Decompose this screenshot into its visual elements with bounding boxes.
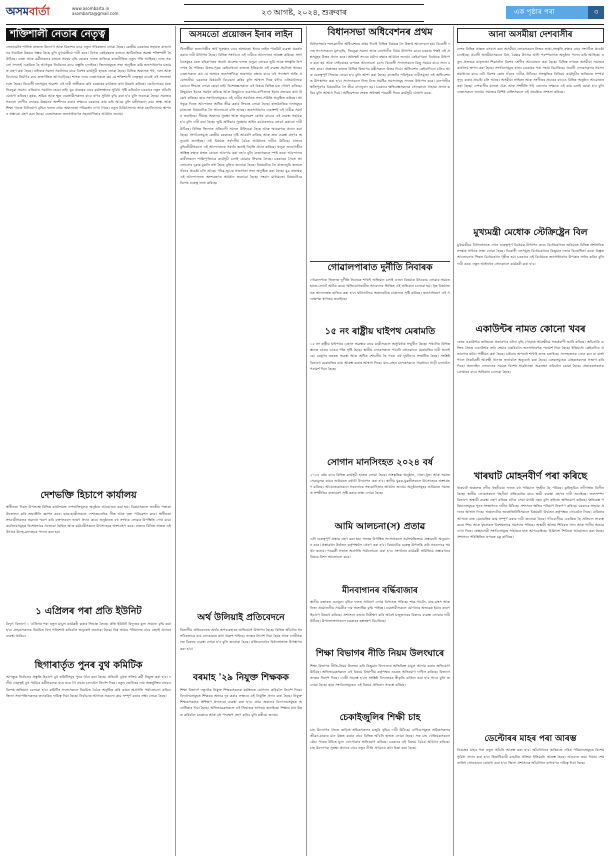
article-headline: বৰমাহ '২৯ নিযুক্ত শিক্ষকক xyxy=(193,673,289,684)
article-headline: অৰ্থ উলিয়াই প্ৰতিবেদনে xyxy=(197,613,285,624)
column-1 xyxy=(6,26,171,828)
article-body: এটা গুৰুত্বপূৰ্ণ প্ৰস্তাৱ গ্ৰহণ কৰা হয়। সভাত উপস্থিত সদস্যসকলে সৰ্বসন্মতিক্ৰমে প্ৰস্তাৱটো অনুমোদন কৰে। প্ৰস্তাৱখন উৰ্দ্ধতন কৰ্তৃপক্ষলৈ প্ৰেৰণ কৰা হ'ব। বিষয়টোৰ গুৰুত্ব উপলব্ধি কৰি সকলোৱে সমৰ্থন জনায়। পৰৱৰ্তী সভাত অগ্ৰগতি পৰ্যালোচনা কৰা হ'ব। সংগঠনৰ কাৰ্যকৰী সমিতিয়ে প্ৰস্তাৱখনৰ বিষয়ে বিশদ আলোচনা কৰে। xyxy=(310,537,450,560)
article-body: শিক্ষা বিভাগে নতুনকৈ নিযুক্ত শিক্ষকসকলক কৰ্মস্থলত যোগদান কৰিবলৈ নিৰ্দেশ দিছে। বিদ্যালয়সমূহত শিক্ষকৰ অভাৱ দূৰ কৰাৰ লক্ষ্যৰে এই নিযুক্তি প্ৰদান কৰা হৈছে। নিযুক্ত শিক্ষকসকলক প্ৰশিক্ষণ প্ৰদানৰো ব্যৱস্থা কৰা হ'ব। গ্ৰাম্য অঞ্চলৰ বিদ্যালয়সমূহক অগ্ৰাধিকাৰ দিয়া হৈছে। অভিভাৱকসকলে এই সিদ্ধান্তক স্বাগতম জনাইছে। শিক্ষাৰ মান উন্নত কৰিবলৈ চৰকাৰে আৰু বহু পদক্ষেপ গ্ৰহণ কৰিব বুলি মন্ত্ৰীয়ে জনায়। xyxy=(180,688,302,717)
article-headline: মুখ্যমন্ত্ৰী মেধোক স্টেক্ৰিষ্ট্ৰেন বিল xyxy=(473,228,588,239)
article-headline: ১ এপ্ৰিলৰ পৰা প্ৰতি ইউনিট xyxy=(35,606,142,618)
article-headline: বিধানসভা অধিবেশনৰ প্ৰথম xyxy=(327,27,433,38)
article-headline: ১৫ নং ৰাষ্ট্ৰীয় ঘাইপথ মেৰামতি xyxy=(324,327,436,338)
article-body: লেতামেটৰ শাসিত ৰাজ্যত উদ্যোগ আৰু বিকাশৰ বাবে নতুন পৰিকল্পনা লোৱা হৈছে। কেন্দ্ৰীয় চৰকাৰৰ সহায়ত ৰাজ্যখনৰ নিয়মিত উন্নয়ন সম্ভৱ হৈছে বুলি মুখ্যমন্ত্ৰীয়ে দাবী কৰে। বিগত কেইবছৰত ৰাজ্যৰ অৰ্থনৈতিক অৱস্থা শক্তিশালী হৈ উঠিছে। নেতা আৰু কৰ্মীসকলৰ মাজত সমন্বয় বৃদ্ধি হোৱাৰ ফলত ৰাজ্যিক ৰাজনীতিত নতুন গতি আহিছে। দলৰ সকলো সদস্যই একত্ৰিত হৈ আগন্তুক নিৰ্বাচনৰ বাবে প্ৰস্তুতি চলাইছে। জিলাসমূহত সভা অনুষ্ঠিত কৰি জনসাধাৰণৰ মতামত গ্ৰহণ কৰা হৈছে। ৰাইজৰ সমস্যা সমাধানৰ বাবে বিশেষ কাৰ্যসূচী হাতত লোৱা হৈছে। বিভিন্ন অঞ্চলত পথ, দলং আৰু বিদ্যালয় নিৰ্মাণৰ কাম দ্ৰুতগতিত আগবাঢ়িছে। শাসক দলৰ নেতাসকলে কয় যে শক্তিশালী নেতৃত্বৰ বাবেই এই সফলতা লাভ হৈছে। বিৰোধী দলসমূহে অৱশ্যে এই দাবী অস্বীকাৰ কৰি চৰকাৰৰ ব্যৰ্থতাৰ কথা উল্লেখ কৰিছে। তেওঁলোকৰ মতে নিবনুৱা সমস্যা এতিয়াও সমাধান হোৱা নাই। যুৱ প্ৰজন্মৰ বাবে কৰ্মসংস্থানৰ সুবিধা সৃষ্টি কৰিবলৈ চৰকাৰে নতুন আঁচনি ঘোষণা কৰিছে। কৃষক, শ্ৰমিক আৰু ক্ষুদ্ৰ ব্যৱসায়ীসকলৰ বাবে ঋণৰ সুবিধা বৃদ্ধি কৰা হ'ব বুলি জনোৱা হৈছে। সমাজৰ সকলো শ্ৰেণীৰ লোকক উন্নয়নৰ অংশীদাৰ কৰাৰ লক্ষ্যৰে চৰকাৰে কাম কৰি আছে বুলি মন্ত্ৰীসকলে কয়। স্বাস্থ্য আৰু শিক্ষা খণ্ডত বিনিয়োগ বৃদ্ধিৰ ফলত গ্ৰাম্য অঞ্চলতো পৰিৱৰ্তন দেখা গৈছে। নতুন চিকিৎসালয় আৰু মহাবিদ্যালয় স্থাপনৰ প্ৰস্তাৱো গ্ৰহণ কৰা হৈছে। নেতাসকলে জনসাধাৰণক সহযোগিতাৰ আহ্বান জনায়। xyxy=(6,45,171,117)
article-body: ডিচেম্বৰ মাহৰ পৰা নতুন আঁচনি আৰম্ভ কৰা হ'ব। আঁচনিখনৰ জৰিয়তে দৰিদ্ৰ পৰিয়ালসমূহক বিশেষ সুবিধা প্ৰদান কৰা হ'ব। হিতাধিকাৰী বাছনিৰ প্ৰক্ৰিয়া ইতিমধ্যে আৰম্ভ হৈছে। আবেদন জমা দিয়াৰ শেষ তাৰিখ সোনকালে ঘোষণা কৰা হ'ব। জিলা প্ৰশাসনক আঁচনিখন ৰূপায়ণৰ দায়িত্ব দিয়া হৈছে। xyxy=(457,748,604,765)
article-headline: ডেল্টোৰৰ মাহৰ পৰা আৰম্ভ xyxy=(484,734,577,745)
masthead xyxy=(6,4,604,20)
article-body: খিলঞ্জীয়া জনগোষ্ঠীৰ স্বাৰ্থ সুৰক্ষাৰ বাবে অসমতো ইনাৰ লাইন পাৰমিট ব্যৱস্থা প্ৰৱৰ্তন কৰাৰ দাবী উত্থাপন হৈছে। বিভিন্ন সংগঠনে এই দাবীৰে আন্দোলন আৰম্ভ কৰিছে। সংগঠনসমূহৰ মতে বহিৰাগতৰ অবাধ প্ৰবেশৰ ফলত থলুৱা লোকৰ ভূমি আৰু সংস্কৃতি বিপদাপন্ন হৈ পৰিছে। উত্তৰ-পূৱৰ কেইবাখনো ৰাজ্যত ইতিমধ্যে এই ব্যৱস্থা প্ৰচলিত আছে। নেতাসকলে কয় যে অসমৰ জনসাংখ্যিক ভাৰসাম্য ৰক্ষাৰ বাবে এই পদক্ষেপ অতি প্ৰয়োজনীয়। চৰকাৰে বিষয়টো বিবেচনা কৰিব বুলি আশ্বাস দিছে যদিও এতিয়ালৈকে কোনো সিদ্ধান্ত লোৱা হোৱা নাই। বিশেষজ্ঞসকলে এই বিষয়ে বিভিন্ন মত পোষণ কৰিছে। কিছুমানে ইয়াক সমৰ্থন কৰিছে আৰু কিছুমানে ব্যৱসায়-বাণিজ্যত ইয়াৰ প্ৰভাৱৰ কথা উল্লেখ কৰিছে। ছাত্ৰ সংগঠনসমূহেও এই দাবীৰ সমৰ্থনত সভা-সমিতি অনুষ্ঠিত কৰিছে। আগন্তুক দিনত আন্দোলন অধিক তীব্ৰ কৰাৰ সিদ্ধান্ত লোৱা হৈছে। ৰাজনৈতিক দলসমূহৰ মাজতো বিষয়টোক লৈ আলোচনা চলি আছে। জনসাধাৰণৰ একাংশই এই দাবীক সমৰ্থন জনাইছে। সীমান্ত অঞ্চলৰ সুৰক্ষা আৰু অনুপ্ৰৱেশ ৰোধৰ বাবেও এই ব্যৱস্থা সহায়ক হ'ব বুলি দাবী কৰা হৈছে। ভূমি অধিকাৰ সুৰক্ষাৰ আইন কঠোৰভাৱে বলৱৎ কৰাৰো দাবী উঠিছে। বিভিন্ন জিলাত প্ৰতিবাদী সমদল উলিওৱা হৈছে আৰু স্মাৰকপত্ৰ প্ৰদান কৰা হৈছে। সংগঠনসমূহে কেন্দ্ৰীয় চৰকাৰৰ দৃষ্টি আকৰ্ষণ কৰিছে আৰু দ্ৰুত ব্যৱস্থা গ্ৰহণৰ অনুৰোধ জনাইছে। এই বিষয়ত সৰ্বদলীয় বৈঠক আহ্বানৰ দাবীও উঠিছে। ৰাজ্যৰ বুদ্ধিজীৱীসকলে এই আন্দোলনক সমৰ্থন জনাই বিবৃতি প্ৰদান কৰিছে। থলুৱা জনগোষ্ঠীৰ অস্তিত্ব ৰক্ষাৰ প্ৰশ্নত কোনো আপোচ কৰা নহ'ব বুলি নেতাসকলে স্পষ্ট কৰে। আন্দোলনকাৰীসকলে শান্তিপূৰ্ণভাৱে কাৰ্যসূচী চলাই যোৱাৰ সিদ্ধান্ত লৈছে। চৰকাৰৰ সৈতে আলোচনাৰ দুৱাৰ মুকলি ৰখা হৈছে বুলিও জনোৱা হৈছে। বিষয়টোক লৈ ৰাজ্যজুৰি জনমত গঠনৰ প্ৰচেষ্টা চলি আছে। গাঁৱে-ভূঞে সজাগতা সভা অনুষ্ঠিত কৰা হৈছে। যুৱ প্ৰজন্মক এই আন্দোলনত অংশগ্ৰহণৰ আহ্বান জনোৱা হৈছে। সংবাদ মাধ্যমতো বিষয়টোৱে বিশেষ গুৰুত্ব লাভ কৰিছে। xyxy=(180,47,302,186)
article-headline: অসমতো প্ৰয়োজন ইনাৰ লাইন xyxy=(180,28,302,43)
article-headline: চেকাইজুলিৰ শিক্ষী চাহ xyxy=(339,713,421,724)
website-info xyxy=(72,6,118,16)
article-headline: খাৰঘাট মোহনবীৰ্ণ পৰা কৰিছে xyxy=(473,470,588,482)
article-body: স্বাধীনতা দিৱস উপলক্ষে বিভিন্ন কাৰ্যালয়ত দেশভক্তিমূলক অনুষ্ঠান আয়োজন কৰা হয়। বিষয়াসকলে জাতীয় পতাকা উত্তোলন কৰি শ্ৰদ্ধাঞ্জলি জ্ঞাপন কৰে। ছাত্ৰ-ছাত্ৰীসকলে দেশাত্মবোধক গীত আৰু নৃত্য পৰিৱেশন কৰে। স্বাধীনতা সংগ্ৰামীসকলৰ অৱদান স্মৰণ কৰি বক্তাসকলে ভাষণ প্ৰদান কৰে। অনুষ্ঠানত বহু সংখ্যক লোকৰ উপস্থিতি দেখা যায়। কাৰ্যালয়সমূহক বিশেষভাৱে সজোৱা হৈছিল আৰু কৰ্মচাৰীসকলে উৎসাহেৰে অংশগ্ৰহণ কৰে। ৰাজ্যৰ বিভিন্ন প্ৰান্তত এই উৎসৱ উলহ-মালহেৰে পালন কৰা হয়। xyxy=(6,505,171,534)
article-headline: দেশভক্তি হিচাপে কাৰ্যালয় xyxy=(40,490,137,501)
page-tag xyxy=(506,6,604,19)
newspaper-logo xyxy=(6,4,66,20)
column-2 xyxy=(180,26,302,803)
article-headline: আনা অসমীয়া দেশবাসীৰ xyxy=(457,28,604,43)
page-number: ৩ xyxy=(588,6,604,19)
column-4 xyxy=(457,26,604,802)
article-headline: গোৱালপাৰাত দুৰ্নীতি নিবাৰক xyxy=(327,263,433,274)
article-body: গোৱালপাৰা জিলাত দুৰ্নীতি নিবাৰক শাখাই অভিযান চলাই এজন বিষয়াক উৎকোচ লোৱাৰ সময়ত হাতে-লোটে আটক কৰে। অভিযোগকাৰীৰ আবেদনৰ ভিত্তিত এই অভিযান চলোৱা হয়। ধৃত বিষয়াজনক আদালতত হাজিৰ কৰা হ'ব। ঘটনাটোৱে অঞ্চলটোত চাঞ্চল্যৰ সৃষ্টি কৰিছে। জনসাধাৰণে এই পদক্ষেপক স্বাগতম জনাইছে। xyxy=(310,278,450,301)
website-url: www.asombarta.in xyxy=(72,6,110,11)
headline-kicker: শক্তিশালী নেতাৰ নেতৃত্ব xyxy=(6,28,109,41)
issue-date: ২৩ আগষ্ট, ২০২৪, শুক্ৰবাৰ xyxy=(184,4,424,22)
email-address: asombarta@gmail.com xyxy=(72,11,119,16)
article-body: আগন্তুক নিৰ্বাচনৰ প্ৰস্তুতি হিচাপে বুথ কমিটিসমূহ পুনৰ গঠন কৰা হৈছে। প্ৰতিটো বুথত সক্ৰিয় কৰ্মী নিযুক্ত কৰা হ'ব। দলীয় নেতৃত্বই বুথ পৰ্যায়ৰ কৰ্মীসকলক ঘৰে ঘৰে গৈ প্ৰচাৰ চলাবলৈ নিৰ্দেশ দিছে। নতুন ভোটাৰৰ নাম অন্তৰ্ভুক্তিৰ বাবেও বিশেষ অভিযান চলোৱা হ'ব। কমিটিৰ সদস্যসকলে নিয়মিত বৈঠক অনুষ্ঠিত কৰি কামৰ অগ্ৰগতি পৰ্যালোচনা কৰিব। জিলা সভাপতিসকলক তদাৰকিৰ দায়িত্ব দিয়া হৈছে। নিৰ্বাচনৰ আগতে সকলো কাম সম্পূৰ্ণ কৰাৰ লক্ষ্য লোৱা হৈছে। xyxy=(6,675,171,698)
article-headline xyxy=(6,28,171,41)
article-body: বিভাগীয় প্ৰতিবেদনত অৰ্থৰ অপব্যৱহাৰৰ অভিযোগ উত্থাপন হৈছে। বিভিন্ন আঁচনিৰ ধন সঠিকভাৱে ব্যয় নোহোৱাৰ কথা প্ৰকাশ পাইছে। তদন্তৰ নিৰ্দেশ দিয়া হৈছে আৰু দোষীসকলৰ বিৰুদ্ধে ব্যৱস্থা লোৱা হ'ব বুলি জনোৱা হৈছে। প্ৰতিবেদনখন বিধানসভাত উপস্থাপন কৰা হ'ব। xyxy=(180,628,302,651)
article-body: মুখ্যমন্ত্ৰীয়ে বিধানসভাত এখন গুৰুত্বপূৰ্ণ বিধেয়ক উত্থাপন কৰে। বিধেয়কখনৰ জৰিয়তে বিভিন্ন প্ৰশাসনিক সংস্কাৰ সাধনৰ লক্ষ্য লোৱা হৈছে। বিৰোধী দলসমূহে বিধেয়কখনৰ কিছুমান দফাৰ বিৰোধিতা কৰে। বিস্তৃত আলোচনাৰ পিছত বিধেয়কখন গৃহীত হয়। চৰকাৰে এই বিধেয়কে জনসাধাৰণৰ উপকাৰ সাধন কৰিব বুলি দাবী কৰে। নতুন আইনখন সোনকালে কাৰ্যকৰী কৰা হ'ব। xyxy=(457,243,604,266)
article-body: বিদ্যুৎ বিভাগে ১ এপ্ৰিলৰ পৰা নতুন মাচুল কাৰ্যকৰী কৰাৰ সিদ্ধান্ত লৈছে। প্ৰতি ইউনিট বিদ্যুতৰ মূল্য সামান্য বৃদ্ধি কৰা হ'ব। গ্ৰাহকসকলক নিয়মিত বিল পৰিশোধ কৰিবলৈ অনুৰোধ জনোৱা হৈছে। নিম্ন আয়ৰ পৰিয়ালৰ বাবে ৰেহাই প্ৰদানৰ ব্যৱস্থা থাকিব। xyxy=(6,621,171,639)
article-body: ২০২৪ বৰ্ষৰ বাবে বিভিন্ন কাৰ্যসূচী হাতত লোৱা হৈছে। সাংস্কৃতিক অনুষ্ঠান, খেলা-ধূলা আৰু সমাজসেৱামূলক কামৰ জৰিয়তে বৰ্ষটো উদযাপন কৰা হ'ব। স্থানীয় যুৱক-যুৱতীসকলে উৎসাহেৰে অংশগ্ৰহণ কৰিছে। আয়োজকসকলে সকলোকে সহযোগিতাৰ আহ্বান জনায়। অনুষ্ঠানসমূহৰ জৰিয়তে সমাজত সম্প্ৰীতিৰ বাতাবৰণ সৃষ্টি কৰাৰ লক্ষ্য লোৱা হৈছে। xyxy=(310,473,450,496)
article-body: বিধানসভাৰ শৰৎকালীন অধিবেশনৰ প্ৰথম দিনাই বিভিন্ন বিষয়ক লৈ উত্তপ্ত আলোচনা হয়। বিৰোধী দলৰ সদস্যসকলে মূল্যবৃদ্ধি, নিবনুৱা সমস্যা আৰু বানপানীৰ বিষয় উত্থাপন কৰে। চৰকাৰ পক্ষই এই প্ৰশ্নসমূহৰ উত্তৰ প্ৰদান কৰে। অধ্যক্ষই সদনৰ মৰ্যাদা ৰক্ষাৰ আহ্বান জনায়। কেইবাখনো বিধেয়ক উত্থাপন কৰা হয় আৰু সেইবোৰৰ ওপৰত আলোচনা চলে। বিৰোধী সদস্যসকলে কিছু সময়ৰ বাবে সদন বৰ্জন কৰে। প্ৰশ্নোত্তৰ কালত বিভিন্ন বিভাগৰ মন্ত্ৰীসকলে উত্তৰ দিয়ে। অধিবেশন কেইবাদিনো চলিব আৰু গুৰুত্বপূৰ্ণ সিদ্ধান্ত লোৱা হ'ব বুলি আশা কৰা হৈছে। বাজেটৰ পৰিপূৰক দাবীসমূহো এই অধিবেশনত উপস্থাপন কৰা হ'ব। সদস্যসকলে নিজ নিজ সমষ্টিৰ সমস্যাসমূহ সদনত উত্থাপন কৰে। বানপানীৰ ক্ষতিপূৰণৰ বিষয়টোক লৈ তীব্ৰ বাদানুবাদ হয়। চৰকাৰে ক্ষতিগ্ৰস্তসকলক সোনকালে সাহায্য প্ৰদান কৰিব বুলি আশ্বাস দিয়ে। অধিবেশনৰ শেষত অধ্যক্ষই পৰৱৰ্তী দিনৰ কাৰ্যসূচী ঘোষণা কৰে। xyxy=(310,42,450,96)
logo-accent: বাৰ্তা xyxy=(28,5,50,18)
header-rule xyxy=(6,24,604,25)
logo-main: অসম xyxy=(6,5,29,18)
article-body: চাহ উদ্যোগৰ সৈতে জড়িত শ্ৰমিকসকলৰ মজুৰি বৃদ্ধিৰ দাবী উঠিছে। বাগিচাসমূহত শ্ৰমিকসকলৰ জীৱন-যাত্ৰাৰ মান উন্নত কৰাৰ বাবে বিভিন্ন আঁচনি হাতত লোৱা হৈছে। সৰু চাহ খেতিয়কসকলে কেঁচা পাতৰ উচিত মূল্য নোপোৱাৰ অভিযোগ কৰিছে। চৰকাৰে এই বিষয়ে বৈঠক আহ্বান কৰিছে। চাহ উদ্যোগক সুৰক্ষা প্ৰদানৰ বাবে নতুন নীতি প্ৰণয়নৰ কথা চিন্তা কৰা হৈছে। xyxy=(310,728,450,751)
article-headline: সোগান মানসিংহত ২০২৪ বৰ্ষ xyxy=(327,458,433,469)
article-body: দেশৰ বিভিন্ন প্ৰান্তত বসবাস কৰা অসমীয়া লোকসকলে নিজৰ ভাষা-সংস্কৃতি ৰক্ষাৰ বাবে সংগঠিত প্ৰচেষ্টা চলাইছে। প্ৰবাসী অসমীয়াসকলে বিহু, বৈষ্ণৱ উৎসৱ আদি পৰম্পৰাগত অনুষ্ঠান পালন কৰি আহিছে। নতুন প্ৰজন্মক মাতৃভাষা শিকাবলৈ বিশেষ শ্ৰেণীৰ আয়োজন কৰা হৈছে। বিভিন্ন নগৰত অসমীয়া সমাজৰ কাৰ্যালয় স্থাপন কৰা হৈছে। সংগঠনসমূহে ৰাজ্য চৰকাৰৰ পৰা সহায় বিচাৰিছে। প্ৰবাসী লোকসকলৰ সমস্যা সমাধানৰ বাবে এটা বিশেষ কোষ গঠনৰ দাবীও উঠিছে। সাংস্কৃতিক বিনিময় কাৰ্যসূচীৰ জৰিয়তে সম্পৰ্ক সুদৃঢ় কৰাৰ প্ৰচেষ্টা চলি আছে। অসমীয়া সাহিত্য আৰু সংগীতৰ প্ৰচাৰৰ বাবেও বিভিন্ন অনুষ্ঠান আয়োজন কৰা হৈছে। দেশবাসীৰ মাজত ঐক্য আৰু সম্প্ৰীতি গঢ়ি তোলাৰ লক্ষ্যৰে এই কাম চলাই যোৱা হ'ব বুলি নেতাসকলে জনায়। সমাজৰ বিশিষ্ট ব্যক্তিসকলে এই প্ৰচেষ্টাক প্ৰশংসা কৰিছে। xyxy=(457,47,604,94)
article-headline: আমি আলচনা(স) প্ৰতাৱ xyxy=(334,522,426,533)
column-divider xyxy=(306,26,307,856)
article-body: খাৰঘাট অঞ্চলত নদীৰ খহনীয়াৰ ফলত বহু পৰিয়াল গৃহহীন হৈ পৰিছে। কৃষিভূমিও নদীগৰ্ভত বিলীন হৈছে। স্থানীয় লোকসকলে খহনীয়া প্ৰতিৰোধৰ বাবে স্থায়ী ব্যৱস্থা গ্ৰহণৰ দাবী জনাইছে। জলসম্পদ বিভাগে অস্থায়ী ব্যৱস্থা গ্ৰহণ কৰিছে যদিও সেয়া যথেষ্ট নহয় বুলি ৰাইজে অভিযোগ কৰিছে। ক্ষতিগ্ৰস্ত পৰিয়ালসমূহক পুনৰ সংস্থাপনৰ দাবীও উঠিছে। প্ৰশাসনে ক্ষতিৰ পৰিমাণ নিৰূপণ কৰিছে। চৰকাৰে সাহায্য প্ৰদানৰ আশ্বাস দিছে। অঞ্চলটোৰ জনপ্ৰতিনিধিসকলে বিষয়টো উৰ্দ্ধতন কৰ্তৃপক্ষৰ গোচৰলৈ নিছে। বাৰিষাৰ আগতে বান্ধ মেৰামতিৰ কাম সম্পূৰ্ণ কৰাৰ দাবী জনোৱা হৈছে। গাঁওবাসীয়ে একত্ৰিত হৈ প্ৰতিবাদ সাব্যস্ত কৰে। শিশু আৰু বৃদ্ধসকল বিশেষভাৱে সমস্যাত পৰিছে। অস্থায়ী আশ্ৰয় শিবিৰত খাদ্য আৰু পানীৰ অভাৱ দেখা দিছে। স্বেচ্ছাসেৱী সংগঠনসমূহে সাহায্যৰ হাত আগবঢ়াইছে। চিকিৎসা শিবিৰো আয়োজন কৰা হৈছে। প্ৰশাসনে পৰিস্থিতিৰ ওপৰত চকু ৰাখিছে। xyxy=(457,486,604,539)
article-headline: একাউন্টৰ নামত কোনো খবৰ xyxy=(475,324,586,336)
column-3 xyxy=(310,26,450,782)
article-body: স্থানীয় বজাৰত দ্ৰব্যমূল্য বৃদ্ধিৰ ফলত সাধাৰণ লোক বিপাঙত পৰিছে। শাক-পাচলি, মাছ-মাংস আৰু নিত্য প্ৰয়োজনীয় সামগ্ৰীৰ দাম অত্যধিক বৃদ্ধি পাইছে। ব্যৱসায়ীসকলে যোগানৰ অভাৱক ইয়াৰ কাৰণ হিচাপে উল্লেখ কৰিছে। প্ৰশাসনে বজাৰ নিৰীক্ষণ কৰি অবৈধ মজুতদাৰৰ বিৰুদ্ধে ব্যৱস্থা লোৱাৰ দাবী উঠিছে। উপভোক্তাসকলে চৰকাৰৰ হস্তক্ষেপ বিচাৰিছে। xyxy=(310,600,450,623)
column-divider xyxy=(175,26,176,856)
page-label: এক পৃষ্ঠাৰ পৰা xyxy=(514,8,555,16)
article-headline: ছিগাৰাৰ্তৃত পুনৰ বুথ কমিটিক xyxy=(34,659,143,671)
article-body: শিক্ষা বিভাগৰ নীতি-নিয়ম উলংঘা কৰি কিছুমান বিদ্যালয়ে অতিৰিক্ত মাচুল আদায় কৰাৰ অভিযোগ উঠিছে। অভিভাৱকসকলে এই বিষয়ে বিভাগীয় কৰ্তৃপক্ষৰ ওচৰত অভিযোগ দাখিল কৰিছে। বিভাগে তদন্তৰ নিৰ্দেশ দিছে। দোষী সাব্যস্ত হ'লে সংশ্লিষ্ট বিদ্যালয়ৰ স্বীকৃতি বাতিল কৰা হ'ব পাৰে বুলি জনোৱা হৈছে। ছাত্ৰ সংগঠনসমূহেও এই বিষয়ে প্ৰতিবাদ সাব্যস্ত কৰিছে। xyxy=(310,664,450,687)
article-headline: মীনবাগানৰ বৰ্দ্ধিবাজাৰ xyxy=(342,586,418,596)
column-divider xyxy=(453,26,454,856)
article-body: বেংক একাউন্টৰ জৰিয়তে প্ৰতাৰণাৰ ঘটনা বৃদ্ধি পোৱাত আৰক্ষীয়ে সতৰ্কবাণী জাৰি কৰিছে। অচিনাকি ব্যক্তিৰ সৈতে একাউন্টৰ তথ্য শ্বেয়াৰ নকৰিবলৈ জনসাধাৰণক পৰামৰ্শ দিয়া হৈছে। ইতিমধ্যে কেইবাটাও প্ৰতাৰণাৰ ঘটনা পঞ্জীয়ন কৰা হৈছে। চাইবাৰ অপৰাধ শাখাই তদন্ত চলাইছে। সন্দেহজনক ফোন কল বা বাৰ্তা পালে নিকটৱৰ্তী আৰক্ষী থানাত জনাবলৈ অনুৰোধ কৰা হৈছে। বেংকসমূহেও গ্ৰাহকসকলক সজাগ কৰি দিছে। অনলাইন লেনদেনৰ সময়ত বিশেষ সাৱধানতা অৱলম্বন কৰিবলৈ কোৱা হৈছে। প্ৰতাৰকসকলক গ্ৰেপ্তাৰৰ বাবে অভিযান চলোৱা হৈছে। xyxy=(457,339,604,375)
article-body: ১৫ নং ৰাষ্ট্ৰীয় ঘাইপথৰ বেহাল অৱস্থাৰ বাবে যাত্ৰীসকলে অসুবিধাৰ সন্মুখীন হৈছে। পথটোৰ বিভিন্ন স্থানত ডাঙৰ ডাঙৰ গাঁত সৃষ্টি হৈছে। স্থানীয় লোকসকলে পথটো সোনকালে মেৰামতিৰ দাবী জনাইছে। বৰষুণৰ বতৰত অৱস্থা আৰু অধিক শোচনীয় হৈ পৰে। বহু দুৰ্ঘটনাও সংঘটিত হৈছে। সংশ্লিষ্ট বিভাগে মেৰামতিৰ কাম আৰম্ভ কৰাৰ আশ্বাস দিছে। যান-বাহন চালকসকলে সাৱধানে গাড়ী চলাবলৈ পৰামৰ্শ দিয়া হৈছে। xyxy=(310,342,450,371)
article-headline: শিক্ষা বিভাগৰ নীতি নিয়ম উলংঘাৰে xyxy=(315,649,445,660)
